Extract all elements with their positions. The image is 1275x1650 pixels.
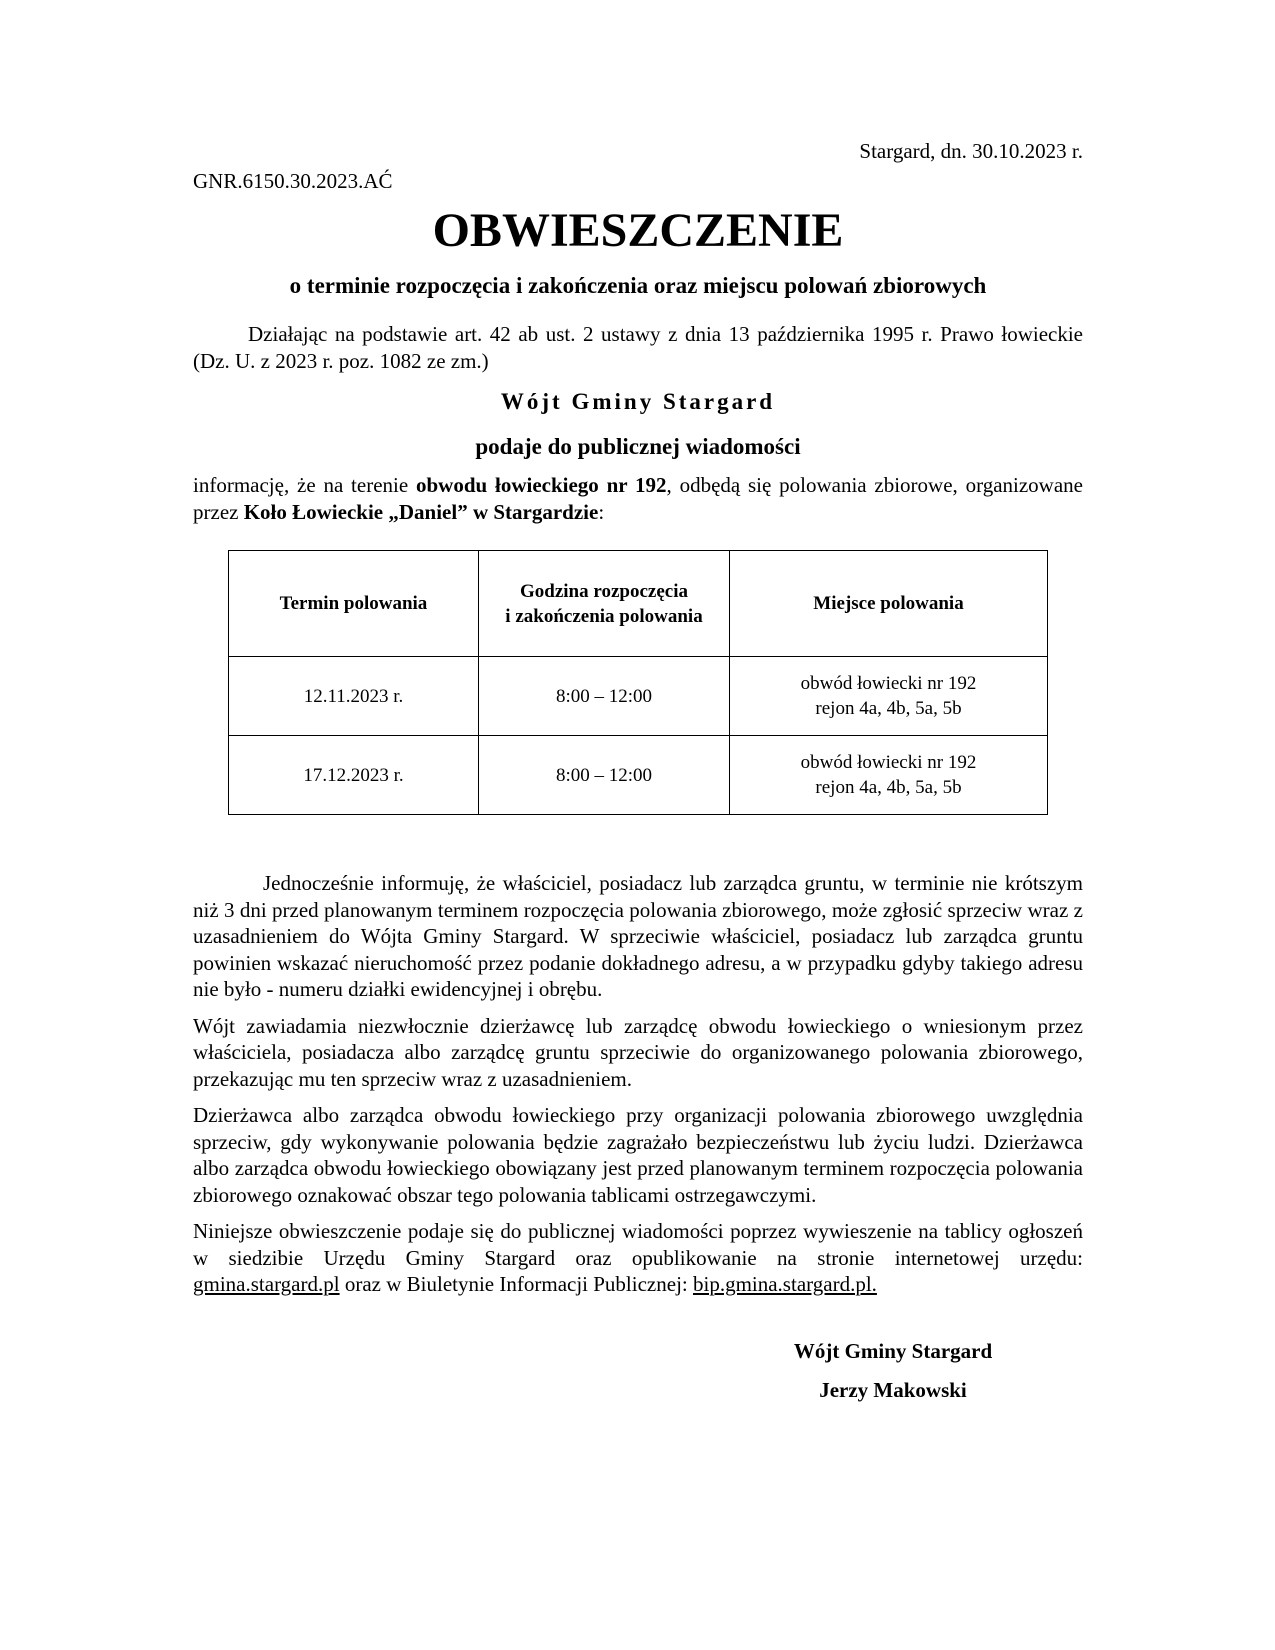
- paragraph-notification: Wójt zawiadamia niezwłocznie dzierżawcę lub zarządcę obwodu łowieckiego o wniesionym przez właściciela, posiadacza albo zarządcę gruntu sprzeciwie do organizowanego polowania zbiorowego, przekazując mu ten sprzeciw wraz z uzasadnieniem.: [193, 1013, 1083, 1091]
- row-place-line2: rejon 4a, 4b, 5a, 5b: [815, 698, 962, 719]
- publication-text-1: Niniejsze obwieszczenie podaje się do publicznej wiadomości poprzez wywieszenie na tablicy ogłoszeń w siedzibie Urzędu Gminy Stargard oraz opublikowanie na stronie internetowej urzędu:: [193, 1219, 1083, 1270]
- publication-text-2: oraz w Biuletynie Informacji Publicznej:: [339, 1272, 693, 1296]
- reference-number: GNR.6150.30.2023.AĆ: [193, 169, 393, 193]
- row-place-line1: obwód łowiecki nr 192: [800, 752, 977, 773]
- announce-heading: podaje do publicznej wiadomości: [475, 434, 801, 459]
- document-subtitle: o terminie rozpoczęcia i zakończenia oraz miejscu polowań zbiorowych: [289, 273, 987, 298]
- header-hours-line2: i zakończenia polowania: [505, 605, 703, 627]
- legal-basis: Działając na podstawie art. 42 ab ust. 2 ustawy z dnia 13 października 1995 r. Prawo łowieckie (Dz. U. z 2023 r. poz. 1082 ze zm.): [193, 322, 1083, 373]
- table-row: [229, 657, 1048, 736]
- info-text-1: informację, że na terenie: [193, 473, 416, 497]
- header-place: Miejsce polowania: [730, 551, 1048, 657]
- info-text-2: , odbędą się polowania zbiorowe, organizowane przez: [193, 473, 1083, 524]
- signature-name: Jerzy Makowski: [819, 1378, 967, 1402]
- row-date: 17.12.2023 r.: [229, 736, 479, 815]
- header-hours-line1: Godzina rozpoczęcia: [520, 580, 688, 602]
- info-paragraph: [193, 472, 1083, 525]
- header-date: Termin polowania: [229, 551, 479, 657]
- row-place: [730, 736, 1048, 815]
- authority-heading: Wójt Gminy Stargard: [500, 389, 776, 414]
- table-header-row: [229, 551, 1048, 657]
- body-paragraphs: [193, 870, 1083, 1308]
- table-row: [229, 736, 1048, 815]
- place-date: Stargard, dn. 30.10.2023 r.: [859, 139, 1083, 163]
- hunting-district: obwodu łowieckiego nr 192: [415, 473, 667, 497]
- row-hours: 8:00 – 12:00: [479, 736, 730, 815]
- hunting-club: Koło Łowieckie „Daniel” w Stargardzie: [243, 499, 599, 524]
- hunts-table: [228, 550, 1048, 815]
- row-place-line1: obwód łowiecki nr 192: [800, 673, 977, 694]
- header-hours: [479, 551, 730, 657]
- document-title: OBWIESZCZENIE: [432, 204, 844, 257]
- paragraph-warning-signs: Dzierżawca albo zarządca obwodu łowieckiego przy organizacji polowania zbiorowego uwzględnia sprzeciw, gdy wykonywanie polowania będzie zagrażało bezpieczeństwu lub życiu ludzi. Dzierżawca albo zarządca obwodu łowieckiego obowiązany jest przed planowanym terminem rozpoczęcia polowania zbiorowego oznakować obszar tego polowania tablicami ostrzegawczymi.: [193, 1103, 1083, 1207]
- paragraph-publication: [193, 1218, 1083, 1298]
- row-place: [730, 657, 1048, 736]
- info-text-3: :: [598, 499, 605, 524]
- row-date: 12.11.2023 r.: [229, 657, 479, 736]
- row-place-line2: rejon 4a, 4b, 5a, 5b: [815, 777, 962, 798]
- bip-website-link[interactable]: bip.gmina.stargard.pl.: [692, 1272, 877, 1296]
- row-hours: 8:00 – 12:00: [479, 657, 730, 736]
- gmina-website-link[interactable]: gmina.stargard.pl: [193, 1272, 340, 1296]
- paragraph-objection: Jednocześnie informuję, że właściciel, posiadacz lub zarządca gruntu, w terminie nie krótszym niż 3 dni przed planowanym terminem rozpoczęcia polowania zbiorowego, może zgłosić sprzeciw wraz z uzasadnieniem do Wójta Gminy Stargard. W sprzeciwie właściciel, posiadacz lub zarządca gruntu powinien wskazać nieruchomość przez podanie dokładnego adresu, a w przypadku gdyby takiego adresu nie było - numeru działki ewidencyjnej i obrębu.: [193, 871, 1083, 1001]
- signature-office: Wójt Gminy Stargard: [793, 1339, 993, 1363]
